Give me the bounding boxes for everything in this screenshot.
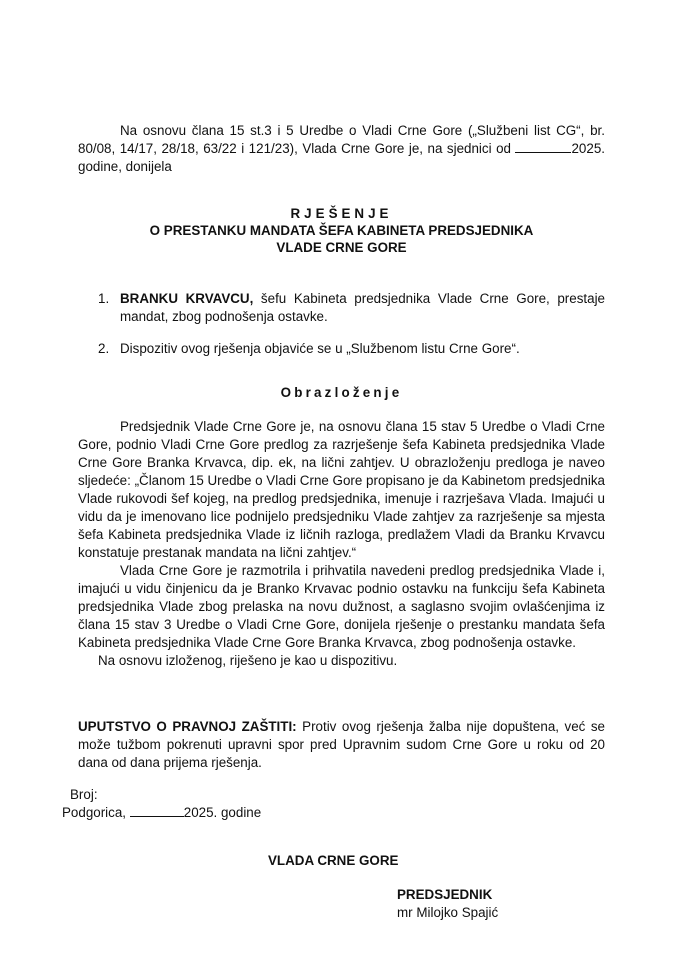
document-title — [78, 205, 605, 256]
reasoning-paragraph-2: Vlada Crne Gore je razmotrila i prihvatila navedeni predlog predsjednika Vlade i, imajući u vidu činjenicu da je Branko Krvavac podnio ostavku na funkciju šefa Kabineta predsjednika Vlade zbog prelaska na novu dužnost, a saglasno svojim ovlašćenjima iz člana 15 stav 3 Uredbe o Vladi Crne Gore, donijela rješenje o prestanku mandata šefa Kabineta predsjednika Vlade Crne Gore Branka Krvavca, zbog podnošenja ostavke. — [78, 563, 605, 650]
date-blank-line — [515, 140, 571, 153]
list-item-text — [120, 290, 605, 326]
preamble-paragraph — [78, 122, 605, 176]
signature-block — [397, 886, 498, 922]
reasoning-section — [78, 418, 605, 670]
list-item-number: 1. — [98, 291, 110, 306]
legal-instruction-text: Protiv ovog rješenja žalba nije dopuštena, već se može tužbom pokrenuti upravni spor pred Upravnim sudom Crne Gore u roku od 20 dana od dana prijema rješenja. — [78, 719, 605, 770]
legal-instruction-label: UPUTSTVO O PRAVNOJ ZAŠTITI: — [78, 719, 297, 734]
document-meta — [62, 786, 261, 822]
date-blank-line — [130, 804, 184, 817]
reasoning-heading: Obrazloženje — [280, 385, 403, 400]
place: Podgorica, — [62, 805, 130, 820]
title-line-2: O PRESTANKU MANDATA ŠEFA KABINETA PREDSJEDNIKA — [149, 223, 534, 238]
list-item-body: Dispozitiv ovog rješenja objaviće se u „Službenom listu Crne Gore“. — [120, 341, 520, 356]
signatory-role: PREDSJEDNIK — [397, 887, 493, 902]
place-date-line — [62, 804, 261, 822]
reasoning-paragraph-1: Predsjednik Vlade Crne Gore je, na osnovu člana 15 stav 5 Uredbe o Vladi Crne Gore, podnio Vladi Crne Gore predlog za razrješenje šefa Kabineta predsjednika Vlade Crne Gore Branka Krvavca, dip. ek, na lični zahtjev. U obrazloženju predloga je naveo sljedeće: „Članom 15 Uredbe o Vladi Crne Gore propisano je da Kabinetom predsjednika Vlade rukovodi šef kojeg, na predlog predsjednika, imenuje i razrješava Vlada. Imajući u vidu da je imenovano lice podnijelo predsjedniku Vlade zahtjev za razrješenje sa mjesta šefa Kabineta predsjednika Vlade iz ličnih razloga, predlažem Vladi da Branku Krvavcu konstatuje prestanak mandata na lični zahtjev.“ — [78, 419, 606, 560]
date-suffix: 2025. godine — [183, 805, 262, 820]
list-item-text — [120, 340, 605, 358]
list-item-bold-name: BRANKU KRVAVCU, — [120, 291, 254, 306]
signatory-name: mr Milojko Spajić — [397, 905, 499, 920]
title-line-1: RJEŠENJE — [290, 206, 393, 221]
title-line-3: VLADE CRNE GORE — [276, 240, 407, 255]
dispositive-list — [98, 290, 605, 372]
reasoning-paragraph-3: Na osnovu izloženog, riješeno je kao u dispozitivu. — [98, 653, 398, 668]
list-item-body: šefu Kabineta predsjednika Vlade Crne Gore, prestaje mandat, zbog podnošenja ostavke. — [120, 291, 605, 324]
list-item — [98, 290, 605, 326]
list-item — [98, 340, 605, 358]
list-item-number: 2. — [98, 341, 110, 356]
legal-instruction — [78, 718, 605, 772]
government-name: VLADA CRNE GORE — [268, 853, 399, 868]
preamble-text-2: 2025. godine, donijela — [78, 141, 605, 174]
number-label: Broj: — [70, 787, 98, 802]
preamble-text-1: Na osnovu člana 15 st.3 i 5 Uredbe o Vladi Crne Gore („Službeni list CG“, br. 80/08, 14/17, 28/18, 63/22 i 121/23), Vlada Crne Gore je, na sjednici od — [78, 123, 605, 156]
